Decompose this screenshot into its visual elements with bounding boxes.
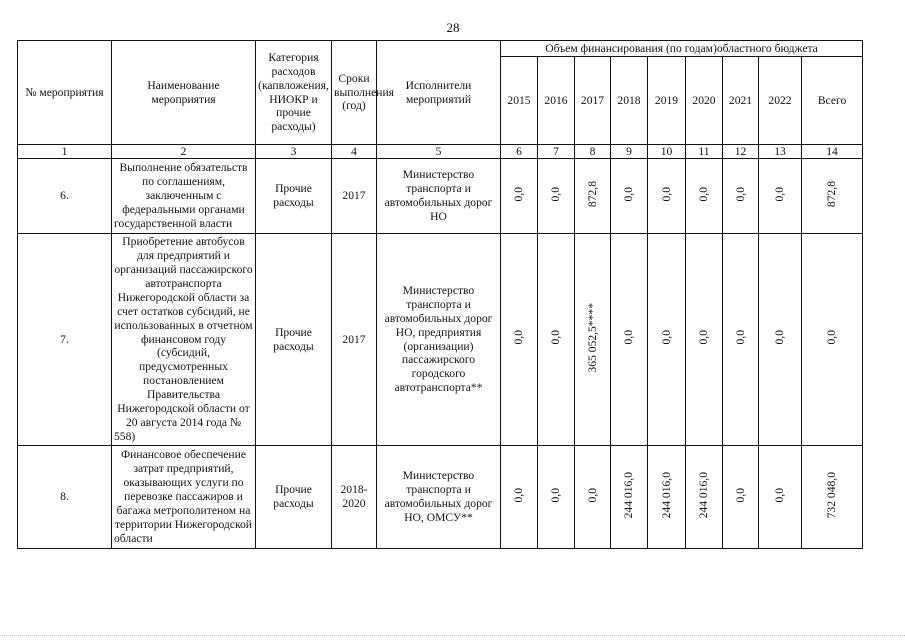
header-total: Всего [802,57,863,145]
column-number: 12 [723,145,759,159]
funding-value: 0,0 [659,186,673,202]
funding-value: 365 052,5**** [585,302,599,373]
funding-cell [802,159,863,234]
funding-value: 0,0 [733,330,747,345]
funding-cell [538,159,575,234]
funding-value: 0,0 [512,487,526,503]
column-number: 6 [501,145,538,159]
funding-value: 0,0 [549,330,563,345]
column-number: 4 [332,145,377,159]
measure-name: Финансовое обеспечение затрат предприятий, оказывающих услуги по перевозке пассажиров и багажа метрополитеном на территории Нижегородской области [112,446,256,549]
column-number: 8 [575,145,611,159]
column-number: 1 [18,145,112,159]
header-category: Категория расходов (капвложения, НИОКР и прочие расходы) [256,41,332,145]
column-number: 10 [648,145,686,159]
funding-cell [686,159,723,234]
expense-category: Прочие расходы [256,446,332,549]
funding-cell [501,159,538,234]
funding-cell [723,234,759,446]
header-executors: Исполнители мероприятий [377,41,501,145]
funding-cell [723,159,759,234]
row-number: 8. [18,446,112,549]
funding-value: 0,0 [512,330,526,345]
funding-value: 244 016,0 [659,471,673,519]
header-funding-group: Объем финансирования (по годам)областного бюджета [501,41,863,57]
column-number: 7 [538,145,575,159]
executors: Министерство транспорта и автомобильных дорог НО, предприятия (организации) пассажирского городского автотранспорта** [377,234,501,446]
funding-value: 0,0 [773,186,787,202]
funding-cell [759,234,802,446]
header-year: 2022 [759,57,802,145]
header-name: Наименование мероприятия [112,41,256,145]
measure-name: Выполнение обязательств по соглашениям, заключенным с федеральными органами государственной власти [112,159,256,234]
funding-cell [802,446,863,549]
funding-cell [575,159,611,234]
funding-cell [501,446,538,549]
funding-value: 0,0 [622,186,636,202]
row-number: 6. [18,159,112,234]
funding-value: 0,0 [733,487,747,503]
funding-cell [686,446,723,549]
executors: Министерство транспорта и автомобильных дорог НО, ОМСУ** [377,446,501,549]
funding-value: 0,0 [697,330,711,345]
header-year: 2016 [538,57,575,145]
header-term: Сроки выполнения (год) [332,41,377,145]
header-year: 2020 [686,57,723,145]
funding-total: 732 048,0 [825,471,839,519]
funding-table [17,40,863,549]
funding-cell [648,234,686,446]
column-number: 11 [686,145,723,159]
funding-cell [611,159,648,234]
funding-value: 0,0 [622,330,636,345]
table-row [18,234,863,446]
funding-value: 0,0 [733,186,747,202]
page-number: 28 [446,20,460,35]
funding-cell [759,446,802,549]
funding-cell [575,234,611,446]
term-years: 2017 [332,234,377,446]
page-bottom-edge [0,635,905,641]
funding-value: 0,0 [773,487,787,503]
funding-cell [723,446,759,549]
header-year: 2019 [648,57,686,145]
expense-category: Прочие расходы [256,234,332,446]
funding-cell [538,446,575,549]
header-year: 2018 [611,57,648,145]
funding-value: 0,0 [773,330,787,345]
funding-cell [686,234,723,446]
funding-value: 0,0 [585,487,599,503]
funding-value: 872,8 [585,181,599,208]
expense-category: Прочие расходы [256,159,332,234]
funding-value: 0,0 [659,330,673,345]
funding-value: 0,0 [549,186,563,202]
measure-name: Приобретение автобусов для предприятий и организаций пассажирского автотранспорта Нижегородской области за счет остатков субсидий, не использованных в отчетном финансовом году (субсидий, предусмотренных постановлением Правительства Нижегородской области от 20 августа 2014 года № 558) [112,234,256,446]
funding-total: 872,8 [825,181,839,208]
funding-cell [648,446,686,549]
column-number: 14 [802,145,863,159]
funding-cell [611,446,648,549]
funding-value: 0,0 [697,186,711,202]
executors: Министерство транспорта и автомобильных дорог НО [377,159,501,234]
funding-cell [611,234,648,446]
funding-value: 0,0 [512,186,526,202]
term-years: 2018-2020 [332,446,377,549]
funding-cell [648,159,686,234]
table-row [18,159,863,234]
column-number: 9 [611,145,648,159]
term-years: 2017 [332,159,377,234]
funding-cell [538,234,575,446]
column-number: 3 [256,145,332,159]
funding-cell [759,159,802,234]
funding-value: 0,0 [549,487,563,503]
row-number: 7. [18,234,112,446]
funding-total: 0,0 [825,330,839,345]
funding-value: 244 016,0 [697,471,711,519]
funding-cell [802,234,863,446]
column-number-row [18,145,863,159]
header-year: 2017 [575,57,611,145]
funding-value: 244 016,0 [622,471,636,519]
column-number: 2 [112,145,256,159]
table-row [18,446,863,549]
header-year: 2015 [501,57,538,145]
funding-cell [501,234,538,446]
column-number: 13 [759,145,802,159]
header-num: № мероприятия [18,41,112,145]
funding-cell [575,446,611,549]
header-year: 2021 [723,57,759,145]
column-number: 5 [377,145,501,159]
